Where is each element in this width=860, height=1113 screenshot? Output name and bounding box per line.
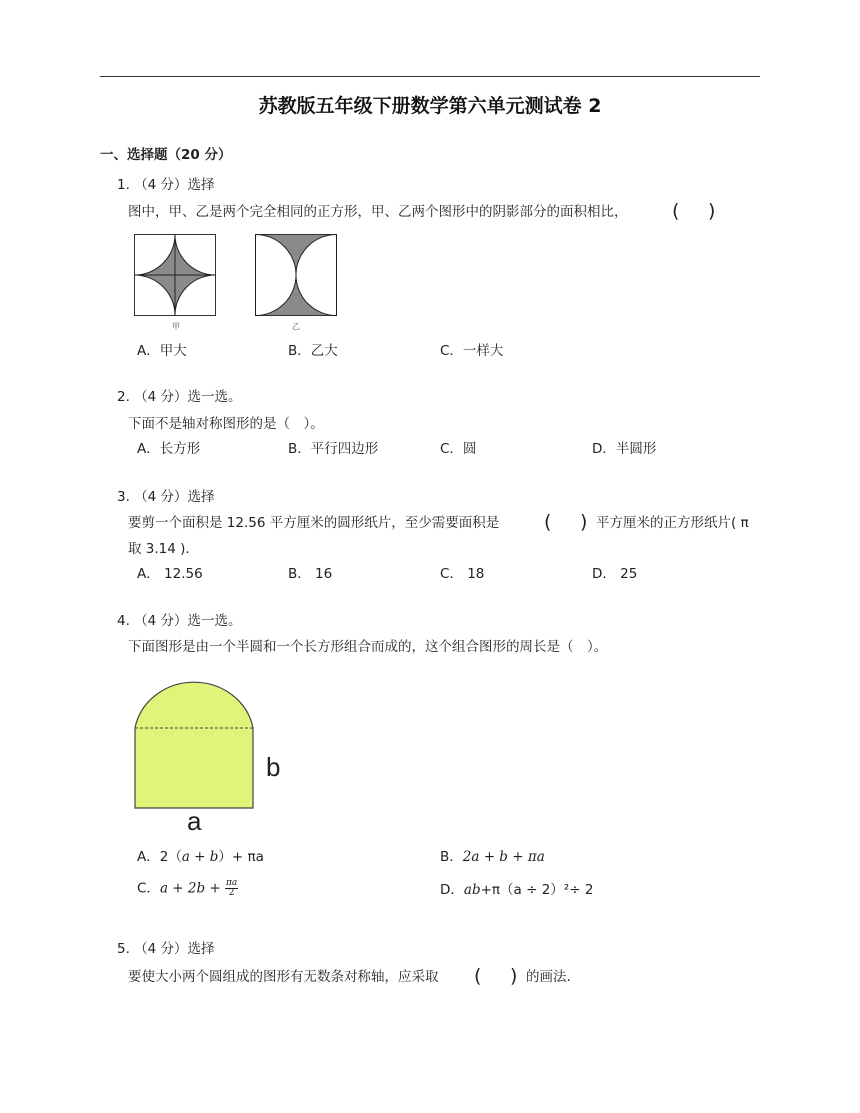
q1-head: 1. （4 分）选择: [117, 177, 215, 193]
q3-head: 3. （4 分）选择: [117, 489, 215, 505]
top-rule: [100, 76, 760, 77]
q2-option-d[interactable]: D．半圆形: [592, 441, 657, 457]
q4-option-d[interactable]: [440, 881, 593, 899]
q5-stem-part2: 的画法.: [526, 969, 571, 985]
q4-label-a: a: [187, 806, 202, 836]
q1-option-c[interactable]: C．一样大: [440, 343, 504, 359]
q4-option-b[interactable]: [440, 848, 545, 866]
page-title: 苏教版五年级下册数学第六单元测试卷 2: [258, 95, 602, 117]
q1-label-jia: 甲: [172, 322, 180, 331]
q1-option-b[interactable]: B．乙大: [288, 343, 338, 359]
q2-option-a[interactable]: A．长方形: [137, 441, 201, 457]
q4-option-c-prefix: C．: [137, 880, 160, 897]
q2-option-c[interactable]: C．圆: [440, 441, 477, 457]
section-heading: 一、选择题（20 分）: [100, 147, 232, 163]
q4-option-a-suffix: ）+ πa: [218, 849, 264, 865]
q2-option-b[interactable]: B．平行四边形: [288, 441, 379, 457]
q1-figure-yi: [255, 234, 337, 316]
q1-label-yi: 乙: [292, 322, 300, 331]
q5-head: 5. （4 分）选择: [117, 941, 215, 957]
q4-option-d-suffix: +π（a ÷ 2）²÷ 2: [480, 882, 594, 898]
q2-head: 2. （4 分）选一选。: [117, 389, 242, 405]
q1-paren-open: (: [672, 200, 680, 222]
q3-option-c[interactable]: C． 18: [440, 566, 485, 582]
q4-option-d-prefix: D．: [440, 882, 464, 898]
q4-figure-composite: [133, 670, 257, 812]
q2-stem: 下面不是轴对称图形的是（ ）。: [128, 416, 324, 432]
q4-option-b-prefix: B．: [440, 849, 463, 865]
q3-option-d[interactable]: D． 25: [592, 566, 638, 582]
q3-stem-part3: 取 3.14 ).: [128, 541, 190, 557]
q4-option-a-math: a + b: [181, 849, 219, 865]
q4-head: 4. （4 分）选一选。: [117, 613, 242, 629]
q5-paren-close: ): [510, 965, 518, 987]
q4-stem: 下面图形是由一个半圆和一个长方形组合而成的，这个组合图形的周长是（ ）。: [128, 639, 608, 655]
q3-stem-part2: 平方厘米的正方形纸片( π: [596, 515, 749, 531]
q4-option-d-math: ab: [463, 882, 481, 898]
q3-paren-open: (: [544, 511, 552, 533]
q4-option-a[interactable]: [137, 848, 264, 866]
q4-option-c-denominator: 2: [228, 888, 235, 898]
q3-paren-close: ): [580, 511, 588, 533]
q4-option-c[interactable]: [137, 879, 238, 898]
q5-stem-part1: 要使大小两个圆组成的图形有无数条对称轴，应采取: [128, 969, 439, 985]
q1-figure-jia: [134, 234, 216, 316]
q3-option-a[interactable]: A． 12.56: [137, 566, 203, 582]
q4-option-a-prefix: A．2（: [137, 849, 182, 865]
q3-option-b[interactable]: B． 16: [288, 566, 333, 582]
q1-option-a[interactable]: A．甲大: [137, 343, 187, 359]
q5-paren-open: (: [474, 965, 482, 987]
q1-stem: 图中，甲、乙是两个完全相同的正方形，甲、乙两个图形中的阴影部分的面积相比，: [128, 204, 628, 220]
q1-paren-close: ): [708, 200, 716, 222]
q3-stem-part1: 要剪一个面积是 12.56 平方厘米的圆形纸片，至少需要面积是: [128, 515, 500, 531]
q4-option-b-math: 2a + b + πa: [462, 849, 545, 865]
q4-option-c-fraction: [225, 879, 238, 898]
q4-option-c-math: a + 2b +: [159, 880, 221, 897]
q4-option-c-numerator: πa: [226, 878, 238, 888]
q4-label-b: b: [266, 752, 281, 782]
